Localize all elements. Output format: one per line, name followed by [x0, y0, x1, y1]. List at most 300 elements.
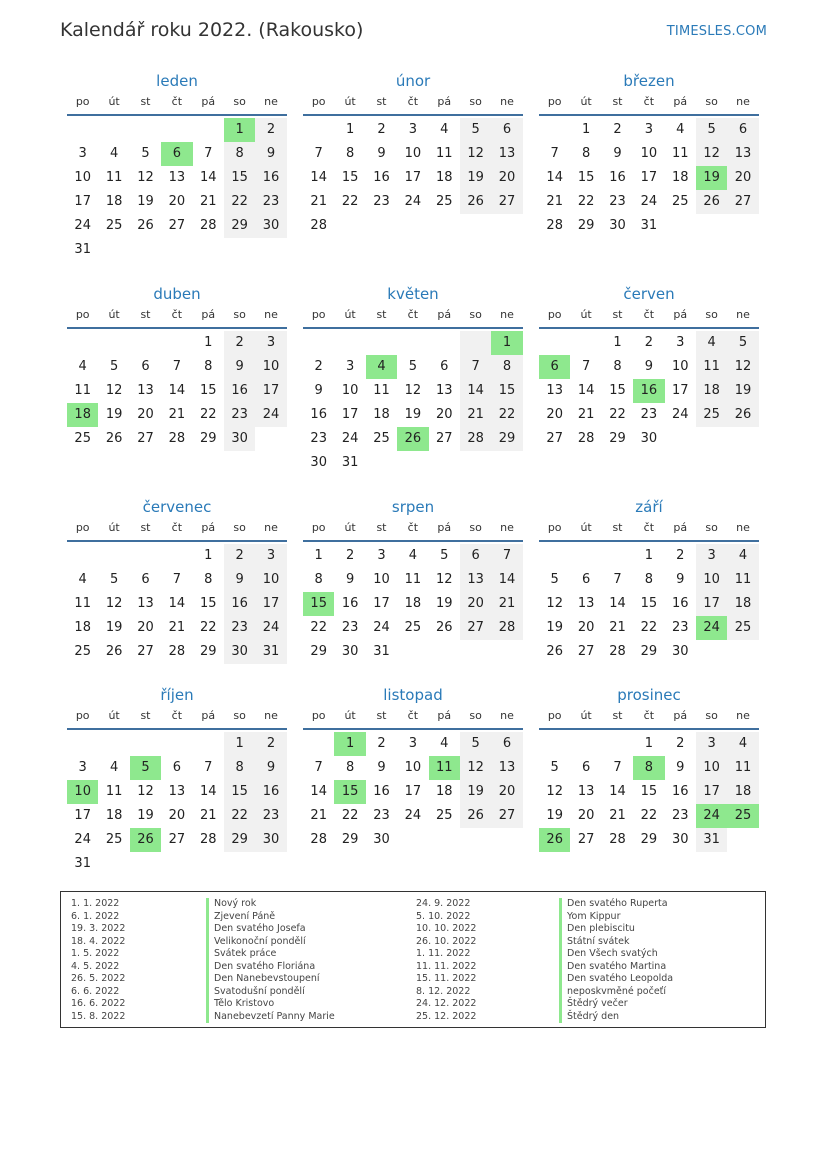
day-cell: 24	[255, 403, 286, 427]
day-cell: 12	[727, 355, 758, 379]
day-cell: 18	[671, 170, 689, 185]
day-cell: 11	[105, 784, 123, 799]
day-cell: 16	[224, 379, 255, 403]
empty-cell	[429, 828, 460, 852]
day-cell: 12	[137, 170, 154, 185]
day-cell: 21	[460, 403, 491, 427]
weekday-label: pá	[201, 308, 216, 321]
empty-cell	[570, 544, 601, 568]
day-cell: 2	[345, 548, 355, 563]
month-červen	[539, 283, 759, 451]
day-cell: 1	[644, 548, 653, 563]
empty-cell	[429, 451, 460, 475]
day-cell: 9	[377, 146, 386, 161]
day-cell: 7	[581, 359, 591, 374]
weekday-header	[67, 92, 287, 116]
empty-cell	[570, 331, 601, 355]
day-cell: 10	[341, 383, 359, 398]
day-cell: 21	[168, 407, 186, 422]
month-březen	[539, 70, 759, 238]
holiday-date: 1. 1. 2022	[71, 898, 120, 909]
day-cell: 7	[204, 146, 213, 161]
weekday-label: ne	[500, 308, 514, 321]
holiday-name: Nový rok	[206, 898, 335, 911]
day-cell: 5	[440, 548, 449, 563]
weekday-label: út	[108, 709, 120, 722]
day-cell: 4	[676, 122, 685, 137]
weekday-label: po	[547, 95, 562, 108]
day-cell: 23	[341, 620, 359, 635]
day-cell: 16	[671, 784, 689, 799]
day-cell: 25	[373, 431, 390, 446]
day-cell: 2	[314, 359, 323, 374]
day-cell: 30	[671, 644, 689, 659]
empty-cell	[491, 828, 522, 852]
holiday-names-right	[559, 898, 673, 1023]
weekday-label: út	[344, 521, 356, 534]
day-cell: 23	[671, 808, 689, 823]
day-cell: 24	[255, 616, 286, 640]
weekday-label: st	[612, 95, 623, 108]
day-cell: 9	[314, 383, 323, 398]
day-cell: 28	[609, 644, 626, 659]
empty-cell	[161, 118, 192, 142]
day-cell: 21	[491, 592, 522, 616]
day-cell: 1	[345, 122, 355, 137]
day-cell: 28	[168, 644, 186, 659]
day-cell: 18	[435, 784, 453, 799]
day-cell: 22	[199, 407, 217, 422]
day-cell: 13	[577, 596, 595, 611]
month-name: srpen	[391, 498, 435, 516]
day-cell: 17	[255, 592, 286, 616]
day-cell: 27	[491, 804, 522, 828]
day-cell: 25	[404, 620, 422, 635]
empty-cell	[224, 852, 255, 876]
day-cell: 2	[224, 544, 255, 568]
month-name: září	[635, 498, 663, 516]
day-cell: 7	[550, 146, 559, 161]
day-cell: 10	[404, 146, 422, 161]
day-cell: 11	[429, 756, 460, 780]
day-cell: 17	[671, 383, 689, 398]
brand-link[interactable]: TIMESLES.COM	[666, 24, 767, 39]
weekday-label: so	[233, 308, 246, 321]
day-cell: 3	[408, 122, 417, 137]
day-cell: 27	[137, 431, 154, 446]
holiday-name: Den svatého Ruperta	[559, 898, 673, 911]
day-cell: 23	[310, 431, 327, 446]
day-cell: 9	[224, 355, 255, 379]
empty-cell	[161, 238, 192, 262]
day-cell: 18	[67, 403, 98, 427]
day-cell: 1	[224, 118, 255, 142]
month-září	[539, 496, 759, 664]
holiday-date: 6. 1. 2022	[71, 910, 120, 922]
weekday-label: pá	[673, 308, 688, 321]
day-cell: 1	[224, 732, 255, 756]
day-cell: 28	[491, 616, 522, 640]
day-cell: 26	[727, 403, 758, 427]
day-cell: 10	[373, 572, 390, 587]
empty-cell	[665, 427, 696, 451]
weekday-label: po	[75, 521, 90, 534]
holiday-name: Den svatého Martina	[559, 961, 673, 974]
empty-cell	[665, 214, 696, 238]
day-cell: 3	[345, 359, 355, 374]
weekday-label: st	[140, 308, 151, 321]
day-cell: 19	[546, 808, 563, 823]
day-grid	[303, 118, 523, 238]
day-cell: 15	[640, 596, 658, 611]
weekday-label: pá	[673, 521, 688, 534]
day-cell: 20	[577, 620, 595, 635]
month-prosinec	[539, 684, 759, 852]
day-cell: 3	[408, 736, 417, 751]
day-cell: 11	[671, 146, 689, 161]
day-cell: 20	[727, 166, 758, 190]
day-cell: 31	[696, 828, 727, 852]
day-cell: 1	[204, 548, 213, 563]
day-cell: 16	[224, 592, 255, 616]
day-cell: 15	[341, 170, 359, 185]
day-cell: 9	[224, 568, 255, 592]
weekday-label: st	[376, 521, 387, 534]
day-cell: 6	[539, 355, 570, 379]
day-cell: 28	[199, 832, 217, 847]
day-cell: 14	[609, 596, 626, 611]
day-cell: 6	[141, 359, 150, 374]
day-cell: 2	[613, 122, 622, 137]
day-cell: 4	[366, 355, 397, 379]
empty-cell	[193, 238, 224, 262]
day-grid	[539, 732, 759, 852]
day-cell: 14	[491, 568, 522, 592]
empty-cell	[98, 118, 129, 142]
day-cell: 6	[161, 142, 192, 166]
holiday-date: 26. 5. 2022	[71, 973, 126, 984]
day-cell: 6	[141, 572, 150, 587]
day-cell: 23	[224, 403, 255, 427]
weekday-header	[67, 305, 287, 329]
day-cell: 26	[546, 644, 563, 659]
day-cell: 7	[491, 544, 522, 568]
month-name: březen	[623, 72, 675, 90]
day-cell: 30	[373, 832, 390, 847]
day-cell: 14	[310, 784, 327, 799]
day-cell: 19	[435, 596, 453, 611]
empty-cell	[397, 331, 428, 355]
day-cell: 18	[696, 379, 727, 403]
weekday-label: pá	[437, 95, 452, 108]
day-cell: 4	[440, 122, 449, 137]
empty-cell	[193, 852, 224, 876]
weekday-header	[303, 706, 523, 730]
day-cell: 18	[373, 407, 390, 422]
holiday-date: 10. 10. 2022	[416, 923, 477, 934]
empty-cell	[98, 238, 129, 262]
day-cell: 11	[727, 756, 758, 780]
day-cell: 22	[199, 620, 217, 635]
day-cell: 5	[141, 146, 150, 161]
day-cell: 31	[255, 640, 286, 664]
empty-cell	[570, 732, 601, 756]
day-cell: 21	[310, 808, 327, 823]
day-cell: 30	[640, 431, 658, 446]
empty-cell	[67, 118, 98, 142]
empty-cell	[130, 238, 161, 262]
day-cell: 26	[460, 190, 491, 214]
day-cell: 6	[727, 118, 758, 142]
empty-cell	[460, 451, 491, 475]
weekday-label: po	[547, 709, 562, 722]
page-title: Kalendář roku 2022. (Rakousko)	[60, 19, 364, 41]
empty-cell	[429, 331, 460, 355]
day-cell: 15	[609, 383, 626, 398]
day-cell: 14	[546, 170, 563, 185]
empty-cell	[130, 118, 161, 142]
weekday-label: pá	[437, 308, 452, 321]
month-květen	[303, 283, 523, 475]
holiday-date: 16. 6. 2022	[71, 998, 126, 1009]
day-cell: 14	[609, 784, 626, 799]
day-cell: 12	[696, 142, 727, 166]
weekday-label: út	[580, 95, 592, 108]
day-cell: 25	[74, 431, 91, 446]
day-cell: 16	[633, 379, 664, 403]
weekday-label: st	[376, 95, 387, 108]
day-cell: 15	[334, 780, 365, 804]
empty-cell	[366, 451, 397, 475]
day-cell: 18	[727, 780, 758, 804]
day-cell: 9	[377, 760, 386, 775]
day-cell: 15	[303, 592, 334, 616]
day-cell: 20	[137, 407, 154, 422]
day-cell: 8	[345, 760, 355, 775]
day-cell: 15	[199, 596, 217, 611]
empty-cell	[366, 331, 397, 355]
holiday-name: Nanebevzetí Panny Marie	[206, 1011, 335, 1024]
day-cell: 19	[460, 780, 491, 804]
day-cell: 31	[640, 218, 658, 233]
weekday-label: po	[75, 95, 90, 108]
weekday-label: so	[233, 521, 246, 534]
weekday-label: so	[469, 95, 482, 108]
day-cell: 4	[78, 359, 87, 374]
weekday-label: ne	[264, 308, 278, 321]
empty-cell	[98, 544, 129, 568]
day-cell: 23	[255, 190, 286, 214]
day-cell: 9	[255, 142, 286, 166]
weekday-label: st	[376, 709, 387, 722]
empty-cell	[255, 427, 286, 451]
day-cell: 18	[435, 170, 453, 185]
day-cell: 20	[137, 620, 154, 635]
empty-cell	[727, 214, 758, 238]
day-cell: 15	[224, 166, 255, 190]
holiday-name: Svátek práce	[206, 948, 335, 961]
day-cell: 22	[640, 620, 658, 635]
day-cell: 13	[435, 383, 453, 398]
day-cell: 26	[696, 190, 727, 214]
day-cell: 28	[460, 427, 491, 451]
weekday-label: čt	[407, 709, 419, 722]
day-cell: 6	[581, 760, 591, 775]
day-cell: 22	[491, 403, 522, 427]
month-name: červenec	[142, 498, 212, 516]
day-cell: 1	[644, 736, 653, 751]
day-cell: 28	[310, 218, 327, 233]
day-cell: 24	[74, 832, 91, 847]
day-cell: 1	[613, 335, 622, 350]
day-cell: 23	[224, 616, 255, 640]
day-cell: 30	[224, 427, 255, 451]
day-cell: 16	[609, 170, 626, 185]
day-cell: 12	[137, 784, 154, 799]
day-cell: 6	[460, 544, 491, 568]
day-cell: 3	[676, 335, 685, 350]
day-cell: 8	[224, 756, 255, 780]
day-cell: 26	[137, 218, 154, 233]
empty-cell	[98, 852, 129, 876]
weekday-label: so	[233, 709, 246, 722]
day-cell: 21	[546, 194, 563, 209]
day-cell: 17	[640, 170, 658, 185]
day-cell: 3	[78, 760, 87, 775]
holiday-date: 4. 5. 2022	[71, 960, 120, 972]
weekday-label: po	[547, 521, 562, 534]
holiday-dates-left	[71, 898, 125, 1023]
day-cell: 10	[255, 355, 286, 379]
day-cell: 11	[404, 572, 422, 587]
weekday-label: po	[75, 709, 90, 722]
holiday-names-left	[206, 898, 335, 1023]
day-cell: 24	[341, 431, 359, 446]
day-cell: 5	[109, 572, 119, 587]
empty-cell	[130, 732, 161, 756]
empty-cell	[460, 214, 491, 238]
day-cell: 16	[341, 596, 359, 611]
empty-cell	[334, 214, 365, 238]
day-cell: 13	[168, 170, 186, 185]
empty-cell	[491, 451, 522, 475]
day-cell: 18	[105, 808, 123, 823]
weekday-label: čt	[171, 709, 183, 722]
weekday-label: po	[547, 308, 562, 321]
weekday-label: st	[140, 709, 151, 722]
day-cell: 10	[696, 568, 727, 592]
day-cell: 5	[727, 331, 758, 355]
weekday-label: po	[311, 308, 326, 321]
empty-cell	[255, 238, 286, 262]
day-cell: 2	[676, 548, 685, 563]
weekday-label: čt	[171, 95, 183, 108]
day-cell: 12	[404, 383, 422, 398]
day-cell: 23	[671, 620, 689, 635]
day-cell: 6	[440, 359, 449, 374]
day-cell: 23	[373, 808, 390, 823]
day-cell: 8	[224, 142, 255, 166]
day-cell: 21	[577, 407, 595, 422]
day-cell: 5	[696, 118, 727, 142]
day-cell: 5	[109, 359, 119, 374]
month-name: únor	[395, 72, 431, 90]
day-cell: 19	[696, 166, 727, 190]
day-cell: 27	[727, 190, 758, 214]
day-cell: 4	[440, 736, 449, 751]
day-cell: 29	[224, 828, 255, 852]
empty-cell	[696, 427, 727, 451]
day-cell: 5	[460, 118, 491, 142]
day-cell: 30	[255, 214, 286, 238]
day-cell: 22	[577, 194, 595, 209]
day-cell: 3	[377, 548, 386, 563]
day-grid	[303, 331, 523, 475]
day-cell: 15	[640, 784, 658, 799]
empty-cell	[130, 331, 161, 355]
day-cell: 10	[696, 756, 727, 780]
day-cell: 26	[539, 828, 570, 852]
holiday-name: Den Nanebevstoupení	[206, 973, 335, 986]
month-name: květen	[387, 285, 439, 303]
day-cell: 17	[404, 170, 422, 185]
weekday-header	[539, 305, 759, 329]
holiday-date: 19. 3. 2022	[71, 923, 126, 934]
day-cell: 13	[491, 756, 522, 780]
day-cell: 19	[546, 620, 563, 635]
day-cell: 7	[613, 760, 622, 775]
weekday-label: st	[140, 521, 151, 534]
weekday-label: pá	[673, 95, 688, 108]
day-cell: 17	[373, 596, 390, 611]
empty-cell	[539, 732, 570, 756]
day-cell: 2	[644, 335, 653, 350]
weekday-label: út	[108, 308, 120, 321]
day-cell: 29	[577, 218, 595, 233]
day-cell: 2	[377, 736, 386, 751]
day-cell: 24	[74, 218, 91, 233]
empty-cell	[193, 732, 224, 756]
weekday-label: so	[469, 521, 482, 534]
month-name: červen	[623, 285, 675, 303]
day-cell: 13	[727, 142, 758, 166]
weekday-label: so	[705, 308, 718, 321]
day-cell: 7	[204, 760, 213, 775]
weekday-label: st	[612, 308, 623, 321]
empty-cell	[429, 214, 460, 238]
day-cell: 2	[255, 118, 286, 142]
weekday-label: čt	[407, 95, 419, 108]
day-cell: 22	[341, 194, 359, 209]
day-cell: 27	[435, 431, 453, 446]
day-cell: 19	[105, 620, 123, 635]
weekday-label: pá	[201, 521, 216, 534]
day-cell: 29	[199, 431, 217, 446]
holiday-name: Štědrý večer	[559, 998, 673, 1011]
day-cell: 30	[224, 640, 255, 664]
day-grid	[67, 732, 287, 876]
day-cell: 24	[696, 616, 727, 640]
empty-cell	[460, 828, 491, 852]
day-cell: 21	[199, 194, 217, 209]
day-cell: 15	[491, 379, 522, 403]
day-cell: 4	[696, 331, 727, 355]
day-cell: 20	[435, 407, 453, 422]
day-cell: 11	[727, 568, 758, 592]
weekday-label: pá	[673, 709, 688, 722]
day-cell: 24	[404, 194, 422, 209]
day-cell: 30	[609, 218, 626, 233]
